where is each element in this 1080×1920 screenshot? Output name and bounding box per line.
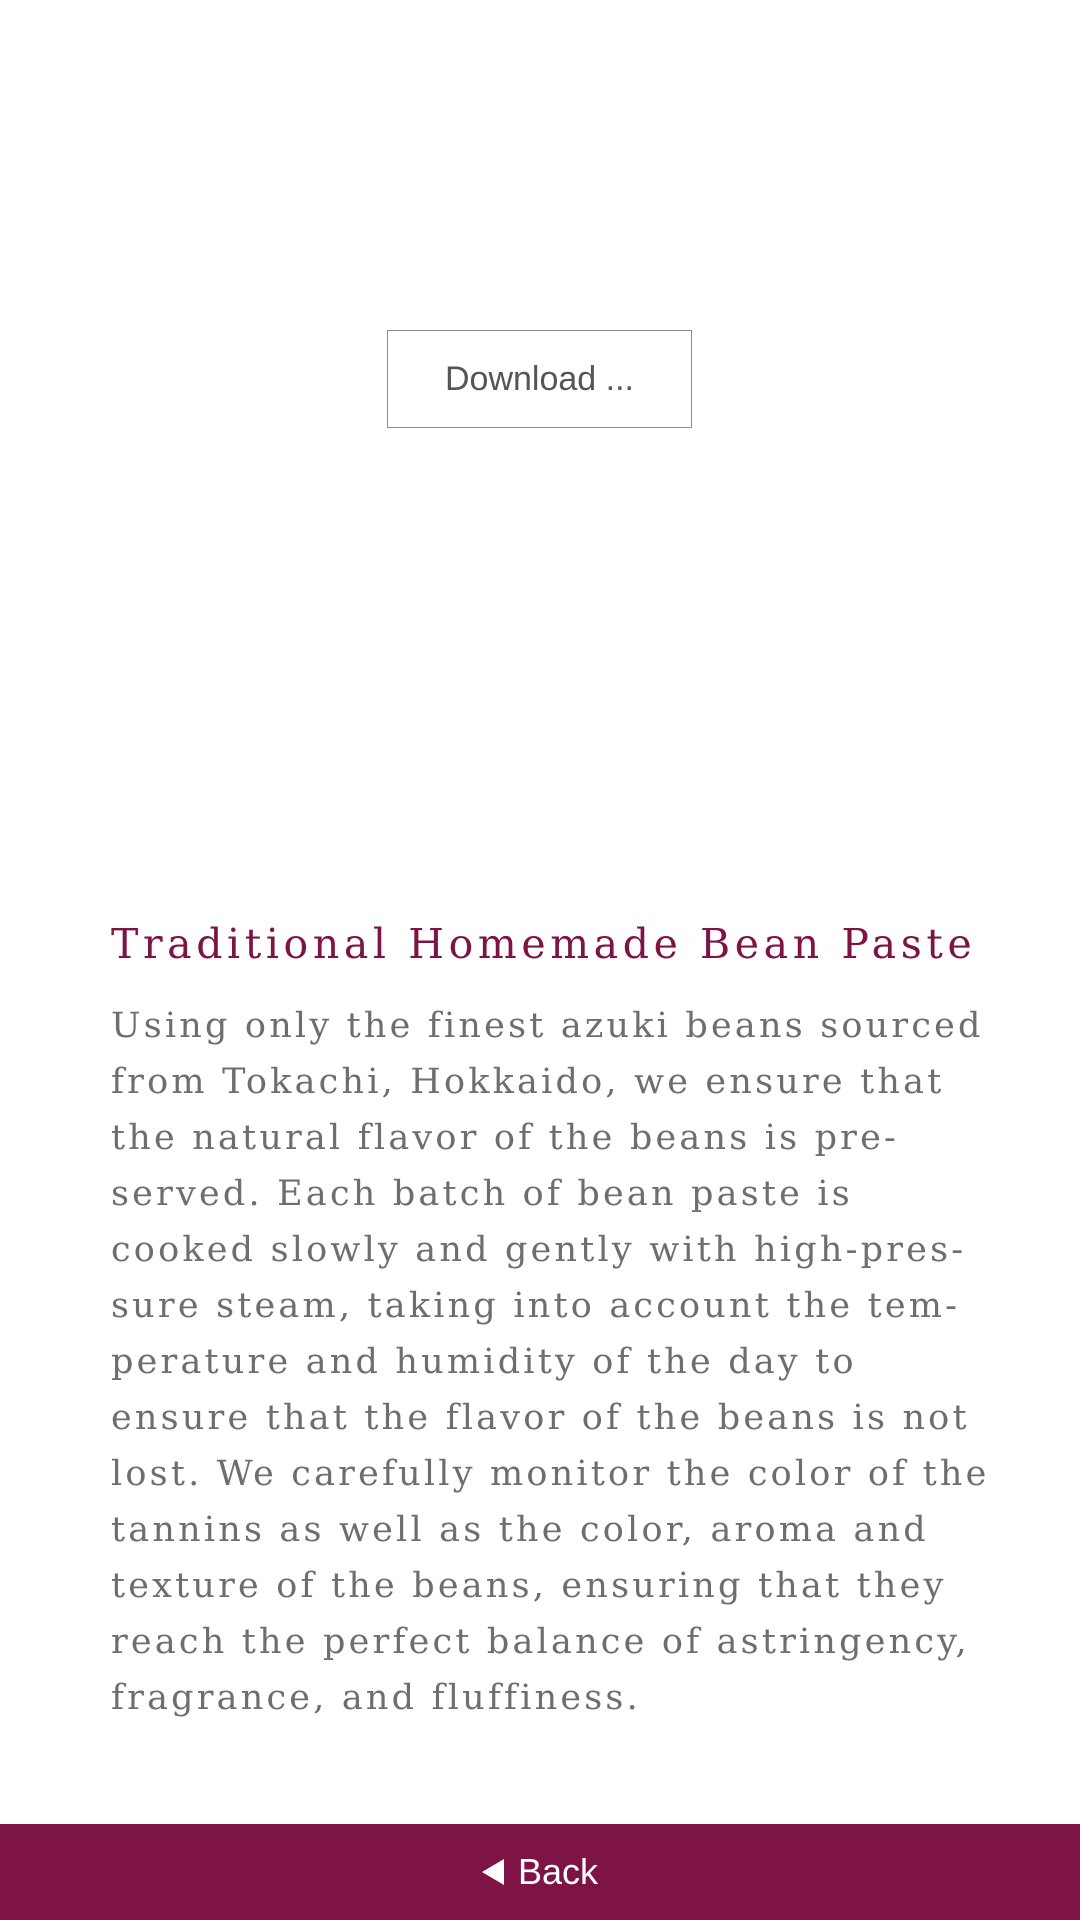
download-button-label: Download ... bbox=[445, 359, 634, 398]
body-line: reach the perfect balance of astringency, bbox=[111, 1622, 970, 1662]
body-line: ensure that the flavor of the beans is not bbox=[111, 1398, 970, 1438]
back-button-label: Back bbox=[517, 1851, 599, 1892]
triangle-left-icon bbox=[482, 1859, 504, 1885]
body-line: fragrance, and fluffiness. bbox=[111, 1678, 641, 1718]
body-line: tannins as well as the color, aroma and bbox=[111, 1510, 929, 1550]
body-line: from Tokachi, Hokkaido, we ensure that bbox=[111, 1062, 945, 1102]
body-line: sure steam, taking into account the tem- bbox=[111, 1286, 961, 1326]
body-line: Using only the finest azuki beans sourced bbox=[111, 1006, 984, 1046]
body-line: perature and humidity of the day to bbox=[111, 1342, 857, 1382]
back-button[interactable] bbox=[0, 1824, 1080, 1920]
article-body bbox=[111, 998, 991, 1726]
body-line: texture of the beans, ensuring that they bbox=[111, 1566, 947, 1606]
article-section bbox=[111, 910, 991, 1726]
body-line: lost. We carefully monitor the color of the bbox=[111, 1454, 990, 1494]
body-line: cooked slowly and gently with high-pres- bbox=[111, 1230, 967, 1270]
body-line: the natural flavor of the beans is pre- bbox=[111, 1118, 900, 1158]
download-button[interactable] bbox=[387, 330, 692, 428]
article-title: Traditional Homemade Bean Paste bbox=[111, 920, 977, 968]
body-line: served. Each batch of bean paste is bbox=[111, 1174, 853, 1214]
